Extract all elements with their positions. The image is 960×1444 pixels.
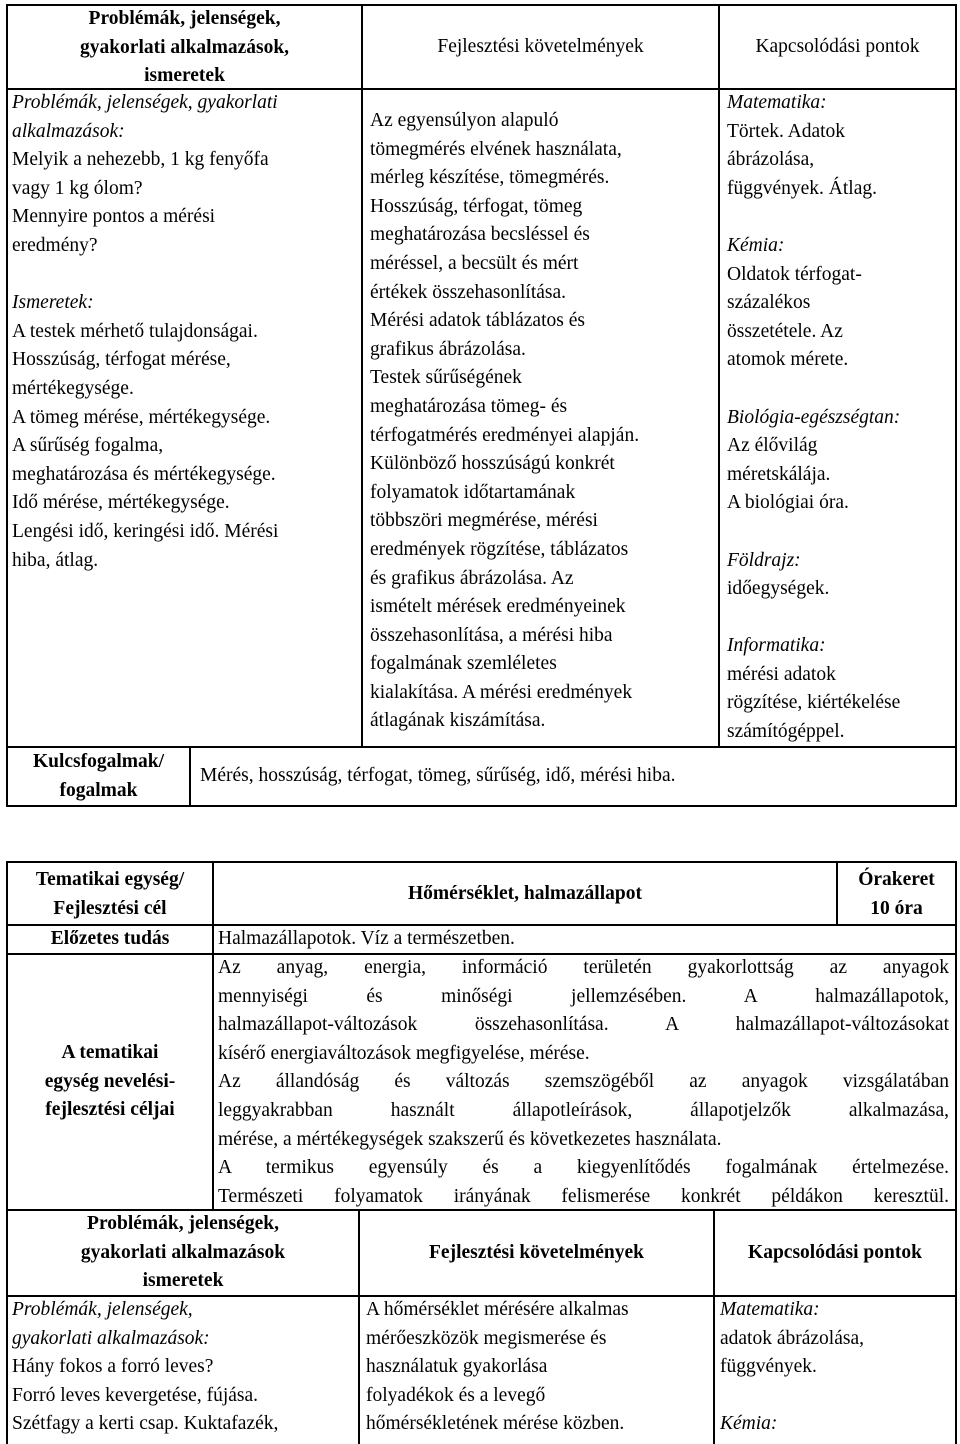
keywords-label: Kulcsfogalmak/ fogalmak [32, 751, 165, 801]
border [955, 861, 957, 1444]
border [6, 861, 957, 863]
header-requirements: Fejlesztési követelmények [437, 36, 644, 57]
header-requirements-2: Fejlesztési követelmények [429, 1242, 644, 1263]
requirements-column-2: A hőmérséklet mérésére alkalmas mérőeszközök megismerése és használatuk gyakorlása folyadékok és a levegő hőmérsékletének mérése közben. [366, 1299, 629, 1435]
border [189, 746, 191, 807]
problems-column-2: Problémák, jelenségek, gyakorlati alkalmazások: Hány fokos a forró leves? Forró leves kevergetése, fújása. Szétfagy a kerti csap. Kuktafazék, [12, 1299, 279, 1435]
prior-value: Halmazállapotok. Víz a természetben. [218, 928, 515, 949]
goals-label: A tematikai egység nevelési- fejlesztési céljai [44, 1042, 176, 1121]
border [955, 4, 957, 807]
border [212, 861, 214, 1211]
header-connections-2: Kapcsolódási pontok [748, 1242, 922, 1263]
connections-column-2: Matematika: adatok ábrázolása, függvények. Kémia: [720, 1299, 865, 1435]
header-problems: Problémák, jelenségek, gyakorlati alkalmazások, ismeretek [79, 8, 290, 87]
unit-title: Hőmérséklet, halmazállapot [408, 883, 642, 904]
header-problems-2: Problémák, jelenségek, gyakorlati alkalmazások ismeretek [80, 1213, 286, 1292]
unit-label: Tematikai egység/ Fejlesztési cél [35, 869, 185, 919]
keywords-value: Mérés, hosszúság, térfogat, tömeg, sűrűség, idő, mérési hiba. [200, 765, 676, 786]
hours-label: Órakeret 10 óra [858, 869, 935, 919]
connections-column: Matematika: Törtek. Adatok ábrázolása, függvények. Átlag. Kémia: Oldatok térfogat- százalékos összetétele. Az atomok mérete. Biológia-egészségtan: Az élővilág méretskálája. A biológiai óra. Földrajz: időegységek. Informatika: mérési adatok rögzítése, kiértékelése számítógéppel. [727, 92, 901, 743]
border [6, 805, 957, 807]
header-connections: Kapcsolódási pontok [755, 36, 920, 57]
border [718, 4, 720, 748]
prior-label: Előzetes tudás [50, 928, 170, 949]
border [361, 4, 363, 748]
border [6, 4, 8, 807]
goals-value: Az anyag, energia, információ területén gyakorlottság az anyagok mennyiségi és minőségi jellemzésében. A halmazállapotok, halmazállapot-változások összehasonlítása. A halmazállapot-változásokat kísérő energiaváltozások megfigyelése, mérése. Az állandóság és változás szemszögéből az anyagok vizsgálatában leggyakrabban használt állapotleírások, állapotjelzők alkalmazása, mérése, a mértékegységek szakszerű és következetes használata. A termikus egyensúly és a kiegyenlítődés fogalmának értelmezése. Természeti folyamatok irányának felismerése konkrét példákon keresztül. [218, 957, 949, 1207]
requirements-column: Az egyensúlyon alapuló tömegmérés elvének használata, mérleg készítése, tömegmérés. Hosszúság, térfogat, tömeg meghatározása becsléssel és méréssel, a becsült és mért értékek összehasonlítása. Mérési adatok táblázatos és grafikus ábrázolása. Testek sűrűségének meghatározása tömeg- és térfogatmérés eredményei alapján. Különböző hosszúságú konkrét folyamatok időtartamának többszöri megmérése, mérési eredmények rögzítése, táblázatos és grafikus ábrázolása. Az ismételt mérések eredményeinek összehasonlítása, a mérési hiba fogalmának szemléletes kialakítása. A mérési eredmények átlagának kiszámítása. [370, 110, 640, 732]
problems-column: Problémák, jelenségek, gyakorlati alkalmazások: Melyik a nehezebb, 1 kg fenyőfa vagy 1 kg ólom? Mennyire pontos a mérési eredmény? Ismeretek: A testek mérhető tulajdonságai. Hosszúság, térfogat mérése, mértékegysége. A tömeg mérése, mértékegysége. A sűrűség fogalma, meghatározása és mértékegysége. Idő mérése, mértékegysége. Lengési idő, keringési idő. Mérési hiba, átlag. [12, 92, 279, 571]
